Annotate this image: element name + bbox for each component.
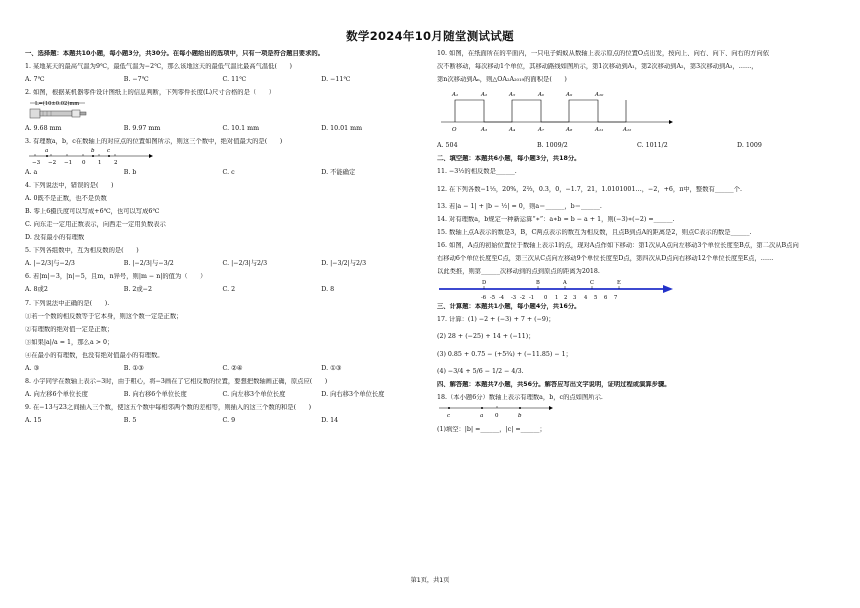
tick-label: 5 (594, 295, 598, 302)
question-11: 11. −3½的相反数是______. (437, 168, 517, 176)
question-4-option-a: A. 0既不是正数，也不是负数 (25, 194, 107, 202)
point-a-label: A (563, 280, 567, 287)
point-label: A₅ (509, 92, 516, 99)
option-c: C. |−2/3|与2/3 (222, 260, 268, 268)
point-label: A₁₀ (595, 92, 604, 99)
option-a: A. 8或2 (25, 286, 48, 294)
option-c: C. 11℃ (222, 76, 247, 84)
option-b: B. 1009/2 (537, 142, 568, 150)
question-7-statement-2: ②有理数的绝对值一定是正数； (25, 325, 114, 333)
question-17-part-3: (3) 0.85 + 0.75 − (+5¾) + (−11.85) − 1； (437, 350, 572, 358)
left-column (25, 50, 420, 425)
point-d-label: D (482, 280, 487, 287)
option-a: A. 15 (25, 417, 42, 425)
page-footer: 第1页，共1页 (410, 577, 450, 584)
part-length-label: L=(10±0.02)mm (35, 101, 80, 108)
tick-label: 3 (573, 295, 577, 302)
question-1: 1. 某地某天的最高气温为9℃，最低气温为−2℃，那么该地这天的最低气温比最高气温低( ) (25, 63, 292, 71)
option-c: C. 向左移3个单位长度 (222, 391, 286, 399)
question-16-line-1: 16. 如图，A点的初始位置位于数轴上表示1的点，现对A点作如下移动：第1次从A点向左移动3个单位长度至B点，第二次从B点向 (437, 241, 799, 249)
point-label: A₉ (566, 92, 573, 99)
tick-label: -5 (490, 295, 496, 302)
tick-label: -6 (481, 295, 487, 302)
question-4-option-b: B. 零上6摄氏度可以写成+6℃，也可以写成6℃ (25, 207, 160, 215)
tick-label: 1 (98, 159, 102, 166)
question-7-options (25, 365, 420, 373)
option-b: B. |−2/3|与−3/2 (123, 260, 174, 268)
tick-label: −1 (64, 159, 73, 166)
bottom-point-labels (452, 127, 631, 133)
section-calc-heading: 三、计算题：本题共1小题，每小题4分，共16分。 (437, 303, 581, 311)
question-1-options (25, 76, 420, 84)
point-c-label: c (447, 412, 451, 419)
section-fill-heading: 二、填空题：本题共6小题，每小题3分，共18分。 (437, 155, 581, 163)
question-7: 7. 下列说法中正确的是( ). (25, 299, 110, 307)
question-10-line-1: 10. 如图，在纸面所在的平面内，一只电子蚂蚁从数轴上表示原点的位置O点出发，按向上、向右、向下、向右的方向依 (437, 50, 770, 57)
question-6: 6. 若|m|＝3，|n|＝5，且m，n异号，则|m − n|的值为（ ） (25, 273, 207, 281)
point-label: A₁₂ (623, 127, 632, 134)
question-3-number-line (27, 147, 157, 167)
option-b: B. 9.97 mm (123, 125, 161, 133)
machine-part-figure (27, 98, 117, 124)
tick-label: 2 (114, 159, 118, 166)
question-17: 17. 计算：(1) −2 + (−3) + 7 + (−9)； (437, 316, 555, 324)
option-d: D. 1009 (737, 142, 762, 150)
option-b: B. ①③ (123, 364, 144, 372)
tick-label: 6 (604, 295, 608, 302)
right-column (437, 50, 837, 434)
option-c: C. c (222, 168, 235, 176)
option-a: A. 9.68 mm (25, 125, 62, 133)
tick-label: −2 (48, 159, 57, 166)
option-c: C. 2 (222, 286, 236, 294)
question-4: 4. 下列说法中，错误的是( ) (25, 181, 114, 189)
page-title: 数学2024年10月随堂测试试题 (346, 29, 514, 43)
point-e-label: E (617, 280, 621, 287)
question-4-option-c: C. 向东走一定用正数表示，向西走一定用负数表示 (25, 220, 166, 228)
question-7-statement-3: ③如果|a|/a = 1，那么a > 0； (25, 338, 114, 346)
option-a: A. a (25, 168, 38, 176)
tick-label: -3 (511, 295, 517, 302)
question-5-options (25, 260, 420, 268)
option-a: A. ③ (25, 364, 40, 372)
question-10-line-3: 第n次移动到Aₙ，则△OA₂A₂₀₁₉的面积是( ) (437, 76, 567, 84)
question-18-part-1: (1)填空：|b| =______，|c| =______； (437, 425, 546, 433)
question-16-number-line (437, 277, 687, 303)
question-16-line-3: 以此类推，则第______次移动到的点到原点的距离为2018. (437, 268, 600, 276)
tick-label: 0 (544, 295, 548, 302)
question-14: 14. 对有理数a，b规定一种新运算“∗”：a∗b = b − a + 1，则(−3)∗(−2) =______. (437, 215, 675, 223)
tick-label: -1 (529, 295, 535, 302)
tick-label: 0 (82, 159, 86, 166)
section-answer-heading: 四、解答题：本题共7小题，共56分。解答应写出文字说明，证明过程或演算步骤。 (437, 380, 671, 388)
question-7-statement-4: ④在最小的有理数，也没有绝对值最小的有理数。 (25, 351, 164, 359)
section-choice-heading: 一、选择题：本题共10小题，每小题3分，共30分。在每小题给出的选项中，只有一项是符合题目要求的。 (25, 50, 324, 57)
tick-label: 1 (555, 295, 559, 302)
option-d: D. 14 (321, 417, 339, 425)
point-label: A₆ (538, 92, 545, 99)
question-3-options (25, 169, 420, 177)
tick-label: -4 (499, 295, 505, 302)
point-label: A₁₁ (595, 127, 604, 134)
option-a: A. 7℃ (25, 76, 45, 84)
option-c: C. ②④ (222, 364, 243, 372)
tick-label: -2 (520, 295, 526, 302)
question-9: 9. 在−13与23之间插入三个数，使这五个数中每相邻两个数的差相等，则插入的这三个数的和是( ) (25, 404, 312, 412)
option-d: D. −11℃ (321, 76, 351, 84)
option-d: D. ①③ (321, 364, 342, 372)
tick-labels (481, 295, 617, 301)
point-c-label: c (107, 147, 111, 154)
tick-label: 2 (564, 295, 568, 302)
question-4-option-d: D. 没有最小的有理数 (25, 234, 85, 242)
question-2-options (25, 125, 420, 133)
option-d: D. |−3/2|与2/3 (321, 260, 367, 268)
point-b-label: B (536, 280, 540, 287)
question-18-number-line (437, 403, 567, 421)
question-7-statement-1: ①若一个数的相反数等于它本身，则这个数一定是正数； (25, 312, 183, 320)
option-b: B. 向右移6个单位长度 (123, 391, 187, 399)
option-d: D. 10.01 mm (321, 125, 363, 133)
question-10-options (437, 142, 837, 150)
question-10-line-2: 次不断移动，每次移动1个单位，其移动路线如图所示，第1次移动到A₁，第2次移动到A₂，第3次移动到A₃，……， (437, 63, 758, 71)
question-12: 12. 在下列各数−1⅓，20%，2⅔，0.3，0，−1.7，21，1.0101001…，−2，+6，π中，整数有______个. (437, 185, 743, 193)
question-2: 2. 如图，根据某机器零件设计图纸上的信息判断，下列零件长度(L)尺寸合格的是（ ） (25, 89, 276, 97)
option-b: B. b (123, 168, 137, 176)
point-label: A₂ (481, 92, 488, 99)
tick-label: −3 (32, 159, 41, 166)
question-8-options (25, 391, 420, 399)
option-b: B. 5 (123, 417, 137, 425)
option-a: A. |−2/3|与−2/3 (25, 260, 75, 268)
point-a-label: a (480, 412, 484, 419)
question-6-options (25, 286, 420, 294)
option-b: B. 2或−2 (123, 286, 152, 294)
origin-label: 0 (495, 412, 499, 419)
question-5: 5. 下列各组数中，互为相反数的是( ) (25, 247, 139, 255)
point-label: A₄ (509, 127, 516, 134)
question-17-part-2: (2) 28 + (−25) + 14 + (−11)； (437, 333, 535, 341)
option-c: C. 1011/2 (637, 142, 668, 150)
question-16-line-2: 右移动6个单位长度至C点，第三次从C点向左移动9个单位长度至D点，第四次从D点向右移动12个单位长度至E点，…… (437, 255, 774, 263)
question-3: 3. 有理数a，b，c在数轴上的对应点的位置如图所示，则这三个数中，绝对值最大的是( ) (25, 138, 283, 146)
question-8: 8. 小宇同学在数轴上表示−3时，由于粗心，将−3画在了它相反数的位置，要想把数轴画正确，原点应( ) (25, 378, 328, 386)
point-label: A₁ (452, 92, 459, 99)
option-d: D. 不能确定 (321, 168, 356, 176)
option-a: A. 504 (437, 142, 458, 150)
top-point-labels (451, 92, 604, 98)
question-13: 13. 若|a − 1| + |b − ½| = 0，则a＝______，b＝______. (437, 202, 602, 210)
point-label: A₈ (566, 127, 573, 134)
option-b: B. −7℃ (123, 76, 149, 84)
point-a-label: a (45, 147, 49, 154)
option-d: D. 8 (321, 286, 335, 294)
tick-label: 4 (584, 295, 588, 302)
point-label: A₇ (538, 127, 545, 134)
point-b-label: b (518, 412, 522, 419)
point-c-label: C (590, 280, 594, 287)
question-18: 18.（本小题6分）数轴上表示有理数a，b，c的点如图所示. (437, 393, 603, 401)
point-b-label: b (91, 147, 95, 154)
point-label: A₃ (481, 127, 488, 134)
option-d: D. 向右移3个单位长度 (321, 391, 385, 399)
option-c: C. 10.1 mm (222, 125, 260, 133)
tick-label: 7 (614, 295, 618, 302)
question-17-part-4: (4) −3/4 + 5/6 − 1/2 − 4/3. (437, 367, 524, 375)
option-a: A. 向左移6个单位长度 (25, 391, 88, 399)
option-c: C. 9 (222, 417, 236, 425)
question-9-options (25, 417, 420, 425)
point-label: O (452, 127, 457, 134)
question-15: 15. 数轴上点A表示的数是3，B，C两点表示的数互为相反数，且点B到点A的距离是2，则点C表示的数是______. (437, 228, 752, 236)
ant-path-figure (437, 86, 677, 142)
